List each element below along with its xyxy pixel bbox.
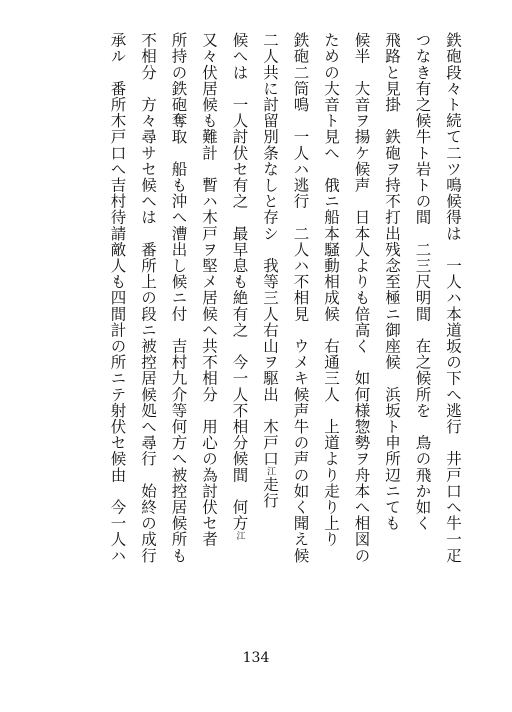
text-line-7-main: 二人共に討留別条なしと存シ 我等三人右山ヲ駆出 木戸口 bbox=[261, 32, 279, 467]
text-line-8-main: 候へは 一人討伏セ有之 最早息も絶有之 今一人不相分候間 何方 bbox=[230, 32, 249, 532]
text-line-7 bbox=[255, 32, 286, 592]
text-line-7-tail: 走行 bbox=[261, 476, 279, 509]
text-line-12: 承ル 番所木戸口へ吉村待請敵人も四間計の所ニテ射伏セ候由 今一人ハ bbox=[108, 32, 127, 564]
text-line-8 bbox=[224, 32, 255, 592]
text-line-11: 不相分 方々尋サセ候へは 番所上の段ニ被控居候処へ尋行 始終の成行 bbox=[139, 32, 157, 564]
text-line-4: 候半 大音ヲ揚ケ候声 日本人よりも倍高く 如何様惣勢ヲ舟本へ相図の bbox=[352, 32, 371, 564]
vertical-text-body bbox=[48, 32, 468, 592]
interlinear-note: 江 bbox=[234, 531, 245, 541]
page-number: 134 bbox=[242, 650, 270, 666]
text-line-2: つなき有之候牛ト岩トの間 二三尺明間 在之候所を 鳥の飛か如く bbox=[413, 32, 432, 532]
text-line-6: 鉄砲二筒鳴 一人ハ逃行 二人ハ不相見 ウメキ候声牛の声の如く聞え候 bbox=[291, 32, 310, 564]
text-line-3: 飛路と見掛 鉄砲ヲ持不打出残念至極ニ御座候 浜坂ト申所辺ニても bbox=[383, 32, 401, 532]
text-line-9: 又々伏居候も難計 暫ハ木戸ヲ堅メ居候へ共不相分 用心の為討伏セ者 bbox=[200, 32, 218, 548]
interlinear-note: 江 bbox=[265, 466, 275, 477]
text-line-5: ための大音ト見へ 俄ニ船本騒動相成候 右通三人 上道より走り上り bbox=[322, 32, 340, 548]
text-line-10: 所持の鉄砲奪取 船も沖へ漕出し候ニ付 吉村九介等何方へ被控居候所も bbox=[169, 32, 188, 564]
text-line-1: 鉄砲段々ト続て二ツ鳴候得は 一人ハ本道坂の下へ逃行 井戸口へ牛一疋 bbox=[444, 32, 462, 564]
